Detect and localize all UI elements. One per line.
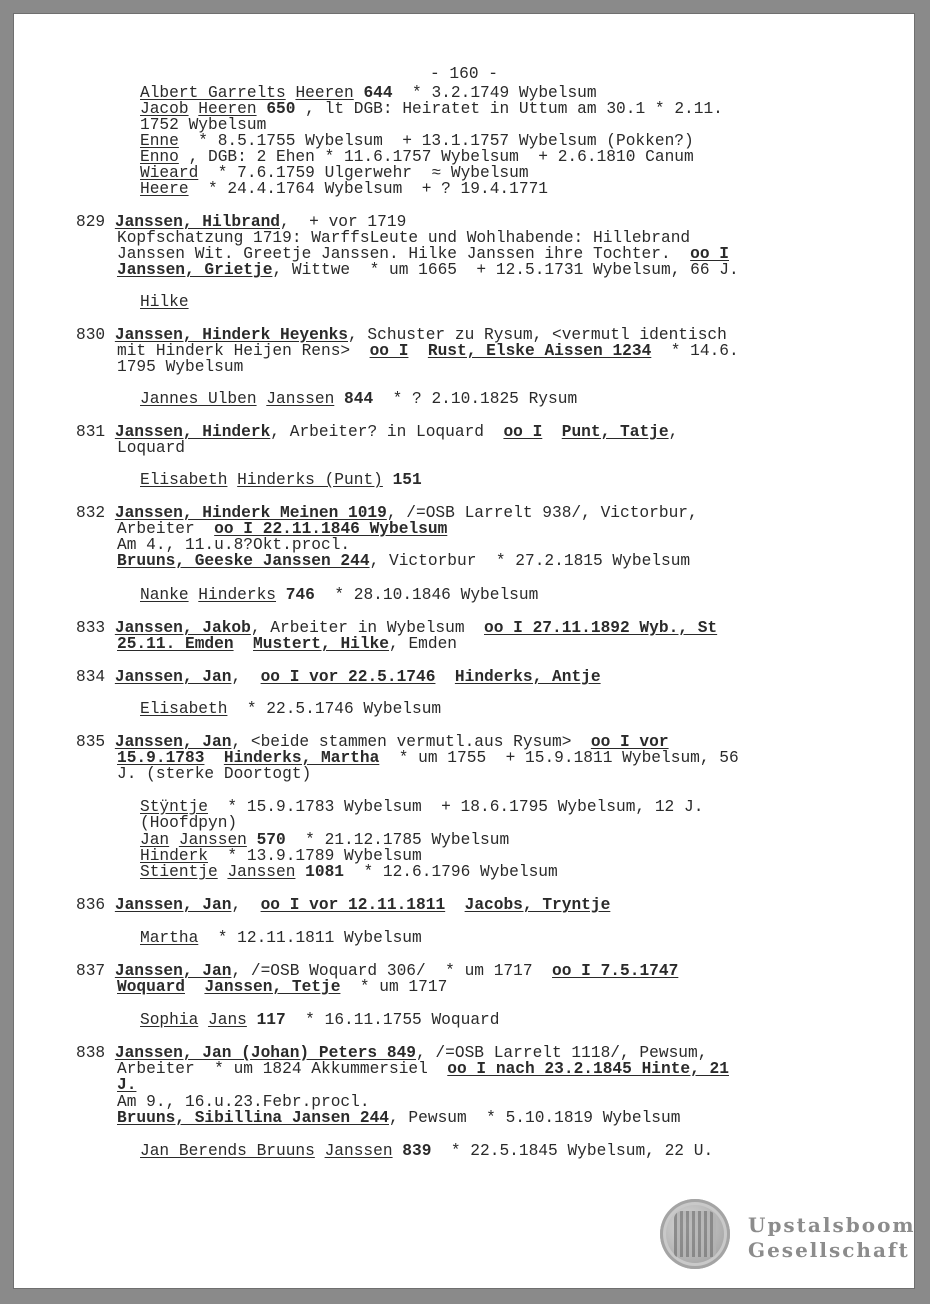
entry-text [227,471,237,489]
text-line [117,979,447,995]
text-line [117,440,185,456]
entry-name-link: 25.11. Emden [117,635,234,653]
entry-text: 833 [76,619,115,637]
entry-text: , Arbeiter? in Loquard [270,423,504,441]
text-line [117,246,729,262]
text-line [140,294,189,310]
logo-line1: Upstalsboom [748,1213,916,1237]
entry-text: 831 [76,423,115,441]
text-line [140,815,237,831]
entry-name-link: Janssen, Jan [114,896,232,914]
text-line [117,1077,136,1093]
text-line [117,537,350,553]
entry-text [185,978,204,996]
entry-text: mit Hinderk Heijen Rens> [117,342,370,360]
entry-name-link: Mustert, Hilke [253,635,390,653]
entry-text: , lt DGB: Heiratet in Uttum am 30.1 * 2.11. [295,100,723,118]
child-name: Janssen [324,1142,393,1160]
text-line [117,521,447,537]
child-name: Elisabeth [140,700,228,718]
text-line [117,359,243,375]
entry-text: Am 4., 11.u.8?Okt.procl. [117,536,351,554]
text-line [117,343,739,359]
entry-text [189,586,199,604]
entry-name-link: Woquard [117,978,185,996]
child-name: Martha [140,929,199,947]
entry-name-link: Janssen, Jan (Johan) Peters 849 [114,1044,416,1062]
child-name: Janssen [266,390,335,408]
child-name: Sophia [140,1011,199,1029]
entry-text: Kopfschatzung 1719: WarffsLeute und Wohlhabende: Hillebrand [117,229,691,247]
entry-text: , <beide stammen vermutl.aus Rysum> [231,733,591,751]
entry-text: 837 [76,962,115,980]
entry-name-link: oo I vor 22.5.1746 [260,668,436,686]
entry-text: * 22.5.1845 Wybelsum, 22 U. [431,1142,714,1160]
entry-name-link: 15.9.1783 [117,749,205,767]
entry-text: , Arbeiter in Wybelsum [250,619,484,637]
reference-number: 746 [285,586,315,604]
entry-text [198,1011,208,1029]
reference-number: 570 [256,831,286,849]
reference-number: 117 [256,1011,286,1029]
entry-name-link: oo I [690,245,729,263]
entry-name-link: Janssen, Grietje [117,261,273,279]
entry-text: , [231,668,261,686]
child-name: Jan [140,831,170,849]
entry-name-link: Janssen, Hinderk Heyenks [114,326,348,344]
text-line [76,1045,707,1061]
text-line [76,424,678,440]
text-line [76,963,678,979]
upstalsboom-seal-logo [660,1199,730,1269]
entry-text: 1795 Wybelsum [117,358,244,376]
child-name: Janssen [178,831,247,849]
entry-text: * 12.11.1811 Wybelsum [198,929,422,947]
entry-text: , [668,423,679,441]
child-name: Hinderks (Punt) [237,471,383,489]
text-line [140,181,548,197]
child-name: Elisabeth [140,471,228,489]
child-name: Janssen [227,863,296,881]
text-line [117,262,739,278]
entry-text: * 7.6.1759 Ulgerwehr ≈ Wybelsum [198,164,529,182]
entry-text: * 28.10.1846 Wybelsum [314,586,539,604]
text-line [76,327,727,343]
reference-number: 644 [363,84,393,102]
text-line [76,214,406,230]
entry-text: , /=OSB Larrelt 938/, Victorbur, [386,504,698,522]
entry-name-link: Hinderks, Martha [223,749,380,767]
entry-text: , /=OSB Woquard 306/ * um 1717 [231,962,553,980]
text-line [117,230,690,246]
entry-name-link: Janssen, Hinderk Meinen 1019 [114,504,387,522]
text-line [76,734,669,750]
entry-name-link: Janssen, Jan [114,668,232,686]
text-line [117,766,311,782]
child-name: Jannes Ulben [140,390,257,408]
entry-name-link: Rust, Elske Aissen 1234 [427,342,652,360]
reference-number: 151 [392,471,422,489]
entry-name-link: Hinderks, Antje [454,668,601,686]
entry-text: , /=OSB Larrelt 1118/, Pewsum, [416,1044,708,1062]
text-line [117,553,690,569]
child-name: Heeren [295,84,354,102]
entry-text: Arbeiter * um 1824 Akkummersiel [117,1060,448,1078]
entry-text: * 24.4.1764 Wybelsum + ? 19.4.1771 [188,180,548,198]
entry-text: * 21.12.1785 Wybelsum [285,831,510,849]
child-name: Enne [140,132,179,150]
entry-text: , DGB: 2 Ehen * 11.6.1757 Wybelsum + 2.6.1810 Canum [178,148,694,166]
entry-text: * 3.2.1749 Wybelsum [392,84,597,102]
entry-text: * 8.5.1755 Wybelsum + 13.1.1757 Wybelsum (Pokken?) [178,132,694,150]
text-line [140,701,441,717]
child-name: Albert Garrelts [140,84,286,102]
entry-text [234,635,253,653]
child-name: Nanke [140,586,189,604]
logo-line2: Gesellschaft [748,1238,910,1262]
page-number: - 160 - [430,65,498,83]
text-line [140,848,422,864]
entry-text: 836 [76,896,115,914]
entry-text: , Emden [389,635,458,653]
text-line [117,1110,680,1126]
text-line [140,149,694,165]
text-line [117,750,739,766]
entry-text: * 15.9.1783 Wybelsum + 18.6.1795 Wybelsum, 12 J. [208,798,704,816]
child-name: Wieard [140,164,199,182]
entry-text [435,668,454,686]
entry-text [393,1142,403,1160]
entry-text: , [231,896,261,914]
text-line [76,620,717,636]
entry-text: , Schuster zu Rysum, <vermutl identisch [348,326,727,344]
entry-name-link: Jacobs, Tryntje [464,896,611,914]
entry-name-link: J. [117,1076,137,1094]
text-line [140,101,723,117]
child-name: Jacob [140,100,189,118]
entry-text: 835 [76,733,115,751]
entry-text: 832 [76,504,115,522]
text-line [140,832,509,848]
reference-number: 839 [402,1142,432,1160]
entry-text: 830 [76,326,115,344]
text-line [76,897,610,913]
entry-text: * um 1755 + 15.9.1811 Wybelsum, 56 [379,749,739,767]
entry-name-link: Bruuns, Sibillina Jansen 244 [117,1109,389,1127]
text-line [117,1094,370,1110]
entry-name-link: Janssen, Hilbrand [114,213,280,231]
child-name: Jan Berends Bruuns [140,1142,315,1160]
child-name: Hinderk [140,847,208,865]
child-name: Stientje [140,863,218,881]
entry-name-link: Janssen, Tetje [204,978,341,996]
entry-name-link: oo I 27.11.1892 Wyb., St [484,619,718,637]
entry-text: 838 [76,1044,115,1062]
entry-name-link: oo I vor [590,733,669,751]
entry-text: 1752 Wybelsum [140,116,267,134]
entry-name-link: oo I [369,342,409,360]
text-line [140,799,703,815]
entry-text [218,863,228,881]
text-line [140,930,422,946]
entry-name-link: Janssen, Jakob [114,619,251,637]
text-line [76,669,601,685]
seal-figure-icon [674,1211,716,1257]
entry-name-link: oo I vor 12.11.1811 [260,896,446,914]
reference-number: 844 [344,390,374,408]
entry-name-link: Bruuns, Geeske Janssen 244 [117,552,370,570]
entry-text: * ? 2.10.1825 Rysum [373,390,578,408]
text-line [140,165,529,181]
text-line [140,133,694,149]
entry-text: 834 [76,668,115,686]
text-line [117,1061,729,1077]
entry-name-link: Janssen, Hinderk [114,423,271,441]
entry-text: * 13.9.1789 Wybelsum [208,847,422,865]
entry-text [295,863,305,881]
entry-text [315,1142,325,1160]
entry-name-link: oo I nach 23.2.1845 Hinte, 21 [447,1060,729,1078]
entry-text: , Victorbur * 27.2.1815 Wybelsum [369,552,691,570]
entry-text [247,1011,257,1029]
entry-text: * 12.6.1796 Wybelsum [344,863,558,881]
child-name: Hilke [140,293,189,311]
text-line [140,117,266,133]
reference-number: 650 [266,100,296,118]
text-line [140,85,597,101]
entry-text: J. (sterke Doortogt) [117,765,312,783]
entry-text: Arbeiter [117,520,215,538]
child-name: Heere [140,180,189,198]
entry-name-link: Janssen, Jan [114,733,232,751]
entry-text: * 22.5.1746 Wybelsum [227,700,442,718]
text-line [140,1012,499,1028]
text-line [140,587,538,603]
entry-text: * 16.11.1755 Woquard [285,1011,500,1029]
child-name: Jans [208,1011,247,1029]
child-name: Stÿntje [140,798,208,816]
entry-text [445,896,464,914]
text-line [76,505,698,521]
entry-text: Loquard [117,439,185,457]
entry-text: 829 [76,213,115,231]
entry-text: * um 1717 [340,978,448,996]
text-line [140,391,577,407]
reference-number: 1081 [305,863,345,881]
entry-name-link: oo I [503,423,543,441]
entry-text: Janssen Wit. Greetje Janssen. Hilke Janssen ihre Tochter. [117,245,691,263]
text-line [140,1143,713,1159]
entry-text [334,390,344,408]
entry-text [383,471,393,489]
child-name: Enno [140,148,179,166]
child-name: Heeren [198,100,257,118]
entry-name-link: oo I 22.11.1846 Wybelsum [214,520,448,538]
text-line [117,636,457,652]
entry-text [276,586,286,604]
entry-name-link: oo I 7.5.1747 [552,962,679,980]
entry-text: , Wittwe * um 1665 + 12.5.1731 Wybelsum, 66 J. [272,261,739,279]
text-line [140,864,558,880]
entry-text: Am 9., 16.u.23.Febr.procl. [117,1093,370,1111]
entry-text [542,423,561,441]
text-line [140,472,422,488]
entry-name-link: Janssen, Jan [114,962,232,980]
entry-name-link: Punt, Tatje [561,423,669,441]
entry-text [408,342,427,360]
entry-text: , Pewsum * 5.10.1819 Wybelsum [389,1109,681,1127]
child-name: Hinderks [198,586,277,604]
entry-text: (Hoofdpyn) [140,814,238,832]
entry-text [257,390,267,408]
entry-text: , + vor 1719 [280,213,407,231]
entry-text: * 14.6. [651,342,739,360]
document-page [14,14,914,1288]
